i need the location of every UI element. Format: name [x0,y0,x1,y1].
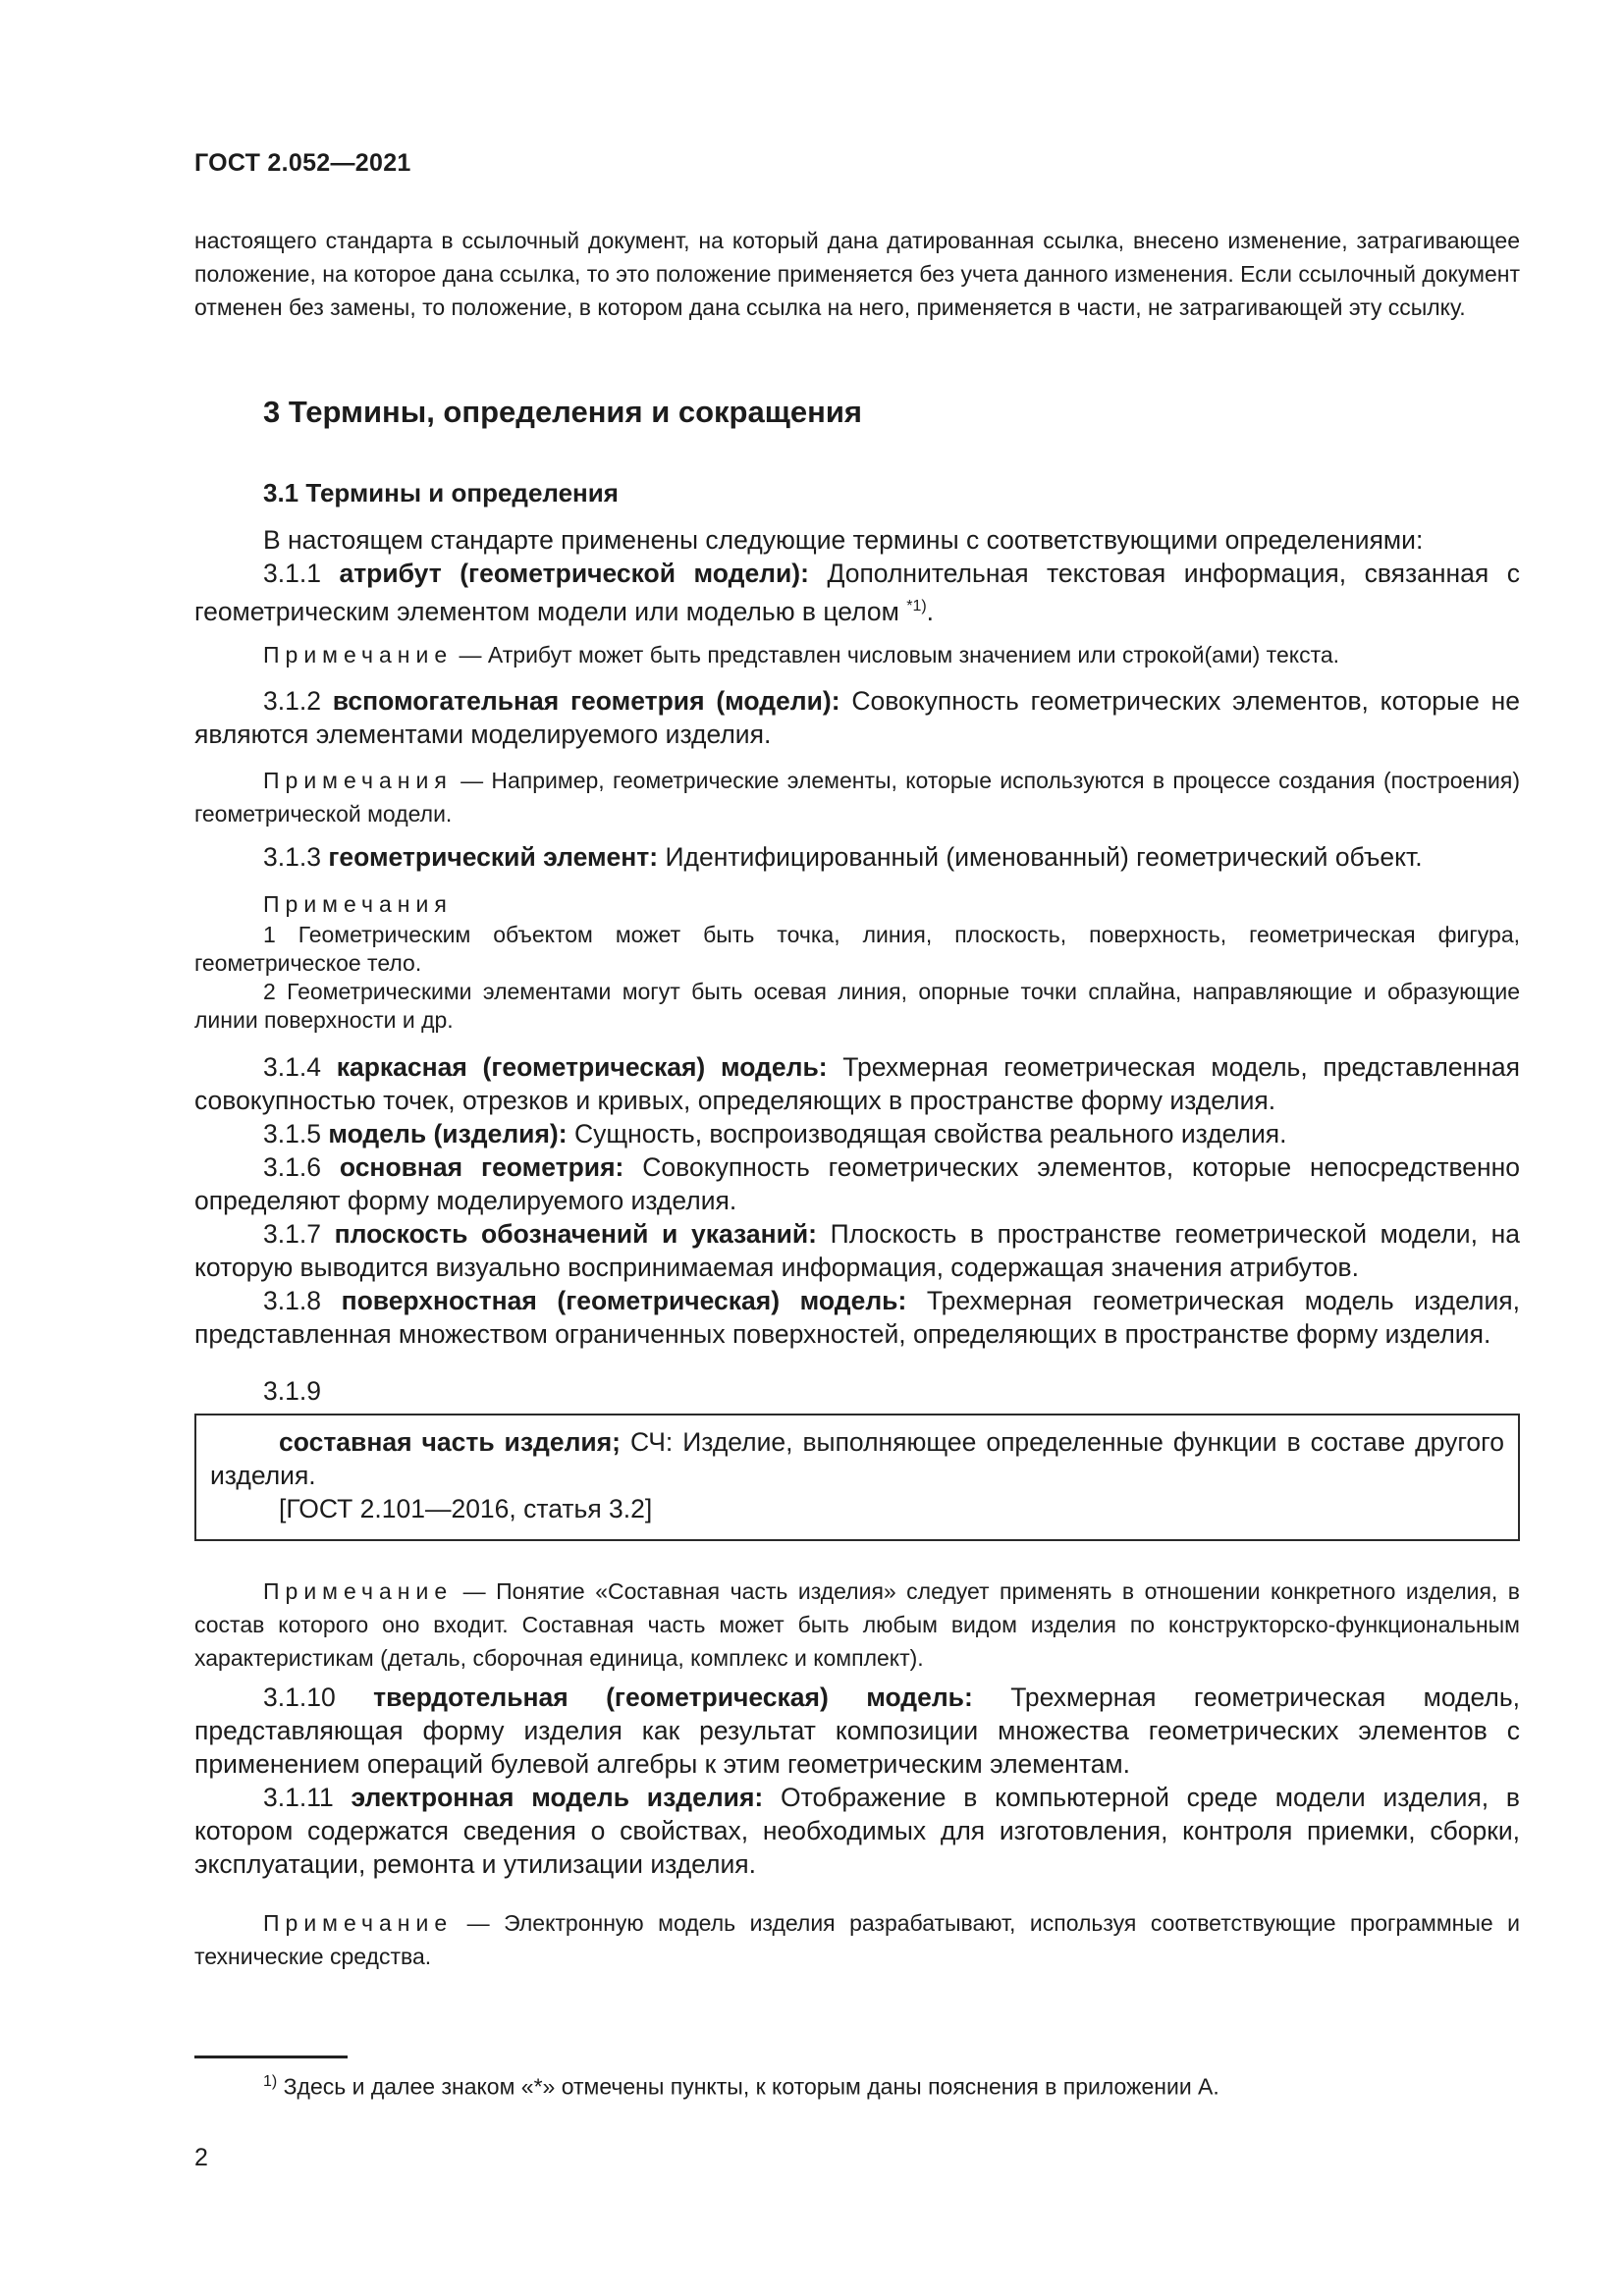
note-3-1-3-label [194,887,1520,921]
note-3-1-2 [194,764,1520,830]
note-3-1-3-item-2: 2 Геометрическими элементами могут быть осевая линия, опорные точки сплайна, направляющие и образующие линии поверхности и др. [194,979,1520,1033]
page-number: 2 [194,2144,208,2171]
term-definition: Плоскость в пространстве геометрической модели, на которую выводится визуально воспринимаемая информация, содержащая значения атрибутов. [194,1219,1520,1282]
term-name: плоскость обозначений и указаний: [334,1219,818,1249]
footnote-text: Здесь и далее знаком «*» отмечены пункты, к которым даны пояснения в приложении А. [283,2073,1219,2100]
term-number: 3.1.8 [263,1286,321,1315]
term-number: 3.1.6 [263,1152,321,1182]
term-name: геометрический элемент: [328,842,659,872]
term-name: атрибут (геометрической модели): [339,559,809,588]
term-number: 3.1.10 [263,1682,336,1712]
term-number: 3.1.7 [263,1219,321,1249]
term-3-1-1: 3.1.1 атрибут (геометрической модели): Дополнительная текстовая информация, связанная с геометрическим элементом модели или моделью в целом $^{*1)}$. [194,559,1520,626]
term-number: 3.1.4 [263,1052,321,1082]
term-definition: Совокупность геометрических элементов, которые не являются элементами моделируемого изделия. [194,686,1520,749]
term-definition: Сущность, воспроизводящая свойства реального изделия. [573,1119,1287,1148]
note-label: Примечание [263,642,454,667]
note-3-1-9 [194,1575,1520,1675]
footnote-ref: *1) [906,598,927,614]
term-3-1-2 [194,684,1520,751]
term-definition: Трехмерная геометрическая модель, представляющая форму изделия как результат композиции множества геометрических элементов с применением операций булевой алгебры к этим геометрическим элементам. [194,1682,1520,1779]
section-title: 3 Термины, определения и сокращения [263,395,862,429]
boxed-term-source: [ГОСТ 2.101—2016, статья 3.2] [279,1494,653,1523]
term-definition: Дополнительная текстовая информация, связанная с геометрическим элементом модели или моделью в целом [194,559,1520,626]
term-name: поверхностная (геометрическая) модель: [341,1286,907,1315]
footnote-mark: 1) [263,2073,278,2090]
footnote [194,2065,1520,2104]
term-3-1-10 [194,1681,1520,1781]
subsection-title: 3.1 Термины и определения [263,478,619,507]
term-3-1-3 [194,840,1520,874]
note-label: Примечание [263,1910,454,1936]
note-text: — Атрибут может быть представлен числовым значением или строкой(ами) текста. [459,642,1340,667]
boxed-term-definition [196,1425,1518,1492]
note-3-1-3-item-1: 1 Геометрическим объектом может быть точка, линия, плоскость, поверхность, геометрическая фигура, геометрическое тело. [194,922,1520,976]
term-definition: Трехмерная геометрическая модель, представленная совокупностью точек, отрезков и кривых, определяющих в пространстве форму изделия. [194,1052,1520,1115]
document-header: ГОСТ 2.052—2021 [194,149,411,177]
term-name: основная геометрия: [339,1152,624,1182]
term-3-1-11 [194,1781,1520,1881]
boxed-term-frame [194,1414,1520,1541]
note-label: Примечание [263,1578,454,1604]
note-3-1-1 [194,638,1520,671]
note-label: Примечания [263,768,453,793]
term-name: вспомогательная геометрия (модели): [332,686,840,716]
term-number: 3.1.11 [263,1783,334,1812]
term-name: электронная модель изделия: [351,1783,764,1812]
term-3-1-7 [194,1217,1520,1284]
term-definition: Совокупность геометрических элементов, которые непосредственно определяют форму моделируемого изделия. [194,1152,1520,1215]
term-definition: Отображение в компьютерной среде модели изделия, в котором содержатся сведения о свойствах, необходимых для изготовления, контроля приемки, сборки, эксплуатации, ремонта и утилизации изделия. [194,1783,1520,1879]
term-name: каркасная (геометрическая) модель: [336,1052,828,1082]
intro-paragraph: настоящего стандарта в ссылочный документ, на который дана датированная ссылка, внесено изменение, затрагивающее положение, на которое дана ссылка, то это положение применяется без учета данного изменения. Если ссылочный документ отменен без замены, то положение, в котором дана ссылка на него, применяется в части, не затрагивающей эту ссылку. [194,228,1520,320]
term-3-1-8 [194,1284,1520,1351]
note-label: Примечания [263,891,453,917]
term-3-1-9-number: 3.1.9 [263,1376,321,1406]
term-3-1-5 [194,1117,1520,1150]
lead-text: В настоящем стандарте применены следующие термины с соответствующими определениями: [263,525,1424,555]
footnote-separator [194,2056,348,2058]
term-abbreviation: СЧ: [629,1427,674,1457]
term-name: модель (изделия): [328,1119,568,1148]
term-name: составная часть изделия; [279,1427,621,1457]
note-3-1-11 [194,1906,1520,1973]
term-number: 3.1.2 [263,686,321,716]
term-name: твердотельная (геометрическая) модель: [373,1682,973,1712]
term-number: 3.1.5 [263,1119,321,1148]
term-definition: Изделие, выполняющее определенные функции в составе другого изделия. [210,1427,1504,1490]
note-text: — Например, геометрические элементы, которые используются в процессе создания (построения) геометрической модели. [194,768,1520,827]
term-3-1-4 [194,1050,1520,1117]
note-text: — Электронную модель изделия разрабатывают, используя соответствующие программные и технические средства. [194,1910,1521,1969]
term-number: 3.1.1 [263,559,321,588]
note-text: — Понятие «Составная часть изделия» следует применять в отношении конкретного изделия, в состав которого оно входит. Составная часть может быть любым видом изделия по конструкторско-функциональным характеристикам (деталь, сборочная единица, комплекс и комплект). [194,1578,1520,1671]
term-definition: Идентифицированный (именованный) геометрический объект. [665,842,1423,872]
term-definition: Трехмерная геометрическая модель изделия, представленная множеством ограниченных поверхностей, определяющих в пространстве форму изделия. [194,1286,1520,1349]
term-number: 3.1.3 [263,842,321,872]
term-3-1-6 [194,1150,1520,1217]
